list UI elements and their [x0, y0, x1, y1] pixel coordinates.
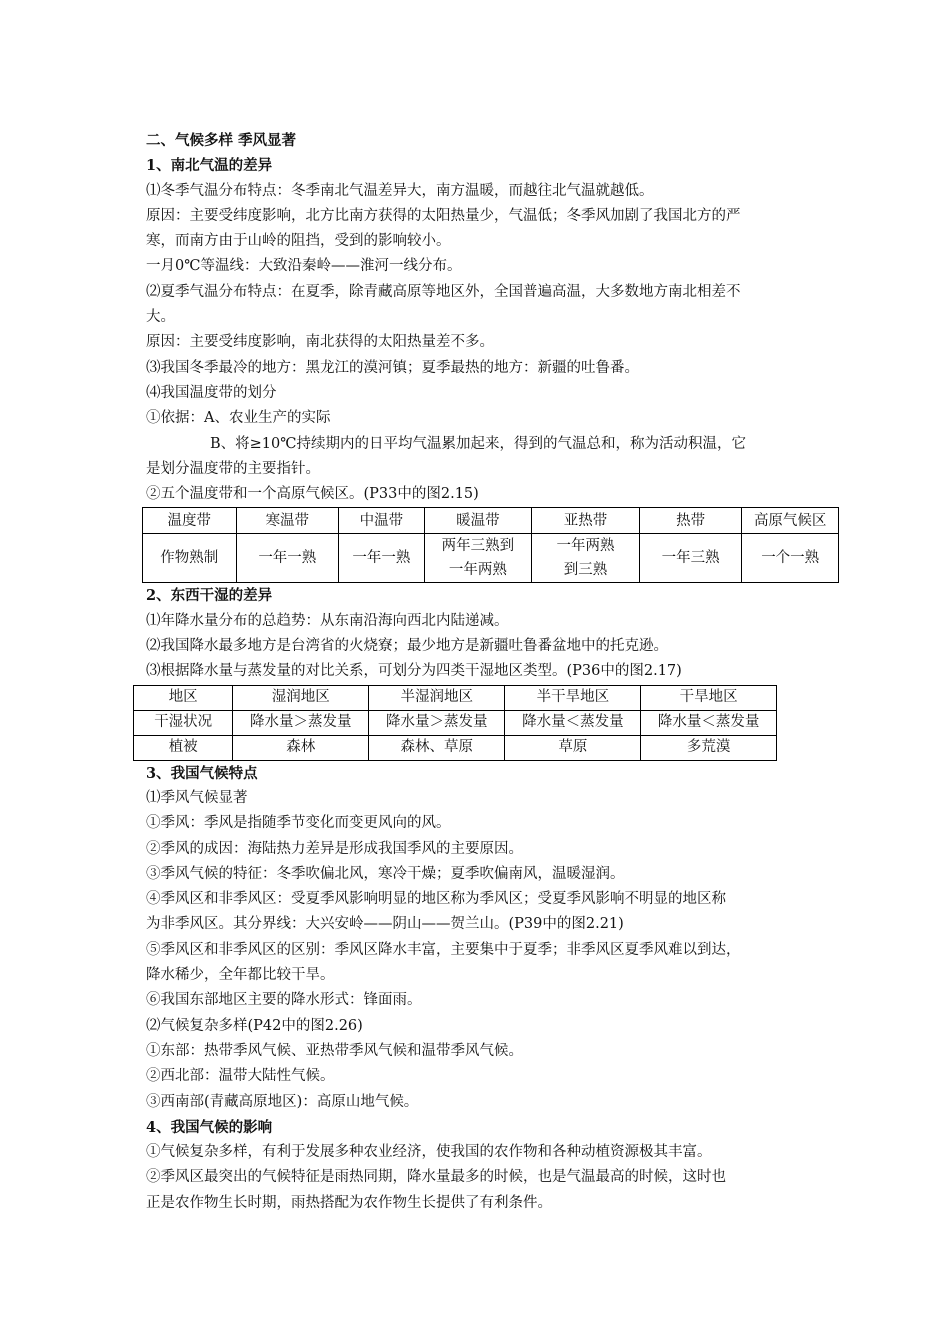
text-line: ⑵我国降水最多地方是台湾省的火烧寮；最少地方是新疆吐鲁番盆地中的托克逊。 [146, 638, 668, 655]
section-temperature [146, 128, 818, 507]
table-cell: 森林、草原 [369, 735, 505, 760]
table-cell: 两年三熟到 一年两熟 [424, 534, 532, 583]
table-cell: 一年三熟 [639, 534, 742, 583]
table-header-cell: 温度带 [143, 508, 237, 534]
section-heading: 4、我国气候的影响 [146, 1118, 273, 1136]
text-line: B、将≥10℃持续期内的日平均气温累加起来，得到的气温总和，称为活动积温，它 [210, 435, 746, 452]
table-row [134, 735, 777, 760]
text-line: 正是农作物生长时期，雨热搭配为农作物生长提供了有利条件。 [146, 1194, 552, 1211]
text-line: 原因：主要受纬度影响，南北获得的太阳热量差不多。 [146, 334, 494, 351]
text-line: 原因：主要受纬度影响，北方比南方获得的太阳热量少，气温低；冬季风加剧了我国北方的严 [146, 207, 741, 224]
table-header-cell: 亚热带 [532, 508, 640, 534]
temperature-zone-table [142, 507, 839, 583]
section-heading: 3、我国气候特点 [146, 764, 258, 782]
table-header-cell: 暖温带 [424, 508, 532, 534]
table-cell: 干湿状况 [134, 710, 233, 735]
text-line: 一月0℃等温线：大致沿秦岭——淮河一线分布。 [146, 258, 462, 275]
table-cell: 一年两熟 到三熟 [532, 534, 640, 583]
text-line: ⑴冬季气温分布特点：冬季南北气温差异大，南方温暖，而越往北气温就越低。 [146, 182, 654, 199]
table-cell: 降水量＜蒸发量 [505, 710, 641, 735]
table-cell: 半湿润地区 [369, 685, 505, 710]
table-row [143, 534, 839, 583]
table-header-row [143, 508, 839, 534]
table-cell: 植被 [134, 735, 233, 760]
table-cell: 作物熟制 [143, 534, 237, 583]
text-line: ②西北部：温带大陆性气候。 [146, 1068, 335, 1085]
text-line: 为非季风区。其分界线：大兴安岭——阴山——贺兰山。(P39中的图2.21) [146, 916, 624, 933]
text-line: ①依据：A、农业生产的实际 [146, 410, 331, 427]
text-line: ①东部：热带季风气候、亚热带季风气候和温带季风气候。 [146, 1042, 523, 1059]
table-cell: 半干旱地区 [505, 685, 641, 710]
section-dry-wet [146, 583, 818, 684]
table-cell: 一个一熟 [742, 534, 839, 583]
text-line: ⑥我国东部地区主要的降水形式：锋面雨。 [146, 992, 422, 1009]
section-heading: 二、气候多样 季风显著 [146, 132, 297, 149]
text-line: ②季风区最突出的气候特征是雨热同期，降水量最多的时候，也是气温最高的时候，这时也 [146, 1169, 726, 1186]
table-cell: 干旱地区 [641, 685, 777, 710]
text-line: ①季风：季风是指随季节变化而变更风向的风。 [146, 815, 451, 832]
text-line: ⑷我国温度带的划分 [146, 384, 277, 401]
table-cell: 一年一熟 [339, 534, 424, 583]
document-page [146, 128, 827, 1216]
text-line: 寒，而南方由于山岭的阻挡，受到的影响较小。 [146, 233, 451, 250]
text-line: ⑵夏季气温分布特点：在夏季，除青藏高原等地区外，全国普遍高温，大多数地方南北相差不 [146, 283, 741, 300]
section-heading: 2、东西干湿的差异 [146, 587, 273, 605]
text-line: ③西南部(青藏高原地区)：高原山地气候。 [146, 1093, 419, 1110]
section-heading: 1、南北气温的差异 [146, 157, 273, 175]
table-cell: 降水量＜蒸发量 [641, 710, 777, 735]
text-line: ⑶根据降水量与蒸发量的对比关系，可划分为四类干湿地区类型。(P36中的图2.17) [146, 663, 682, 680]
text-line: ⑶我国冬季最冷的地方：黑龙江的漠河镇；夏季最热的地方：新疆的吐鲁番。 [146, 359, 639, 376]
text-line: ⑴季风气候显著 [146, 789, 248, 806]
text-line: ⑤季风区和非季风区的区别：季风区降水丰富，主要集中于夏季；非季风区夏季风难以到达， [146, 941, 741, 958]
table-row [134, 710, 777, 735]
text-line: ④季风区和非季风区：受夏季风影响明显的地区称为季风区；受夏季风影响不明显的地区称 [146, 891, 726, 908]
table-cell: 多荒漠 [641, 735, 777, 760]
text-line: ①气候复杂多样，有利于发展多种农业经济，使我国的农作物和各种动植资源极其丰富。 [146, 1144, 712, 1161]
table-header-cell: 热带 [639, 508, 742, 534]
text-line: 大。 [146, 309, 175, 326]
table-cell: 森林 [233, 735, 369, 760]
table-row [134, 685, 777, 710]
table-header-cell: 高原气候区 [742, 508, 839, 534]
text-line: ②五个温度带和一个高原气候区。(P33中的图2.15) [146, 486, 479, 503]
text-line: ③季风气候的特征：冬季吹偏北风，寒冷干燥；夏季吹偏南风，温暖湿润。 [146, 865, 625, 882]
table-header-cell: 寒温带 [236, 508, 339, 534]
text-line: ②季风的成因：海陆热力差异是形成我国季风的主要原因。 [146, 840, 523, 857]
table-cell: 地区 [134, 685, 233, 710]
table-cell: 一年一熟 [236, 534, 339, 583]
table-cell: 降水量＞蒸发量 [233, 710, 369, 735]
text-line: 是划分温度带的主要指针。 [146, 460, 320, 477]
text-line: 降水稀少，全年都比较干旱。 [146, 967, 335, 984]
table-cell: 草原 [505, 735, 641, 760]
table-cell: 降水量＞蒸发量 [369, 710, 505, 735]
table-header-cell: 中温带 [339, 508, 424, 534]
text-line: ⑴年降水量分布的总趋势：从东南沿海向西北内陆递减。 [146, 612, 509, 629]
section-climate-features [146, 761, 818, 1216]
text-line: ⑵气候复杂多样(P42中的图2.26) [146, 1017, 363, 1034]
table-cell: 湿润地区 [233, 685, 369, 710]
dry-wet-region-table [133, 685, 777, 761]
